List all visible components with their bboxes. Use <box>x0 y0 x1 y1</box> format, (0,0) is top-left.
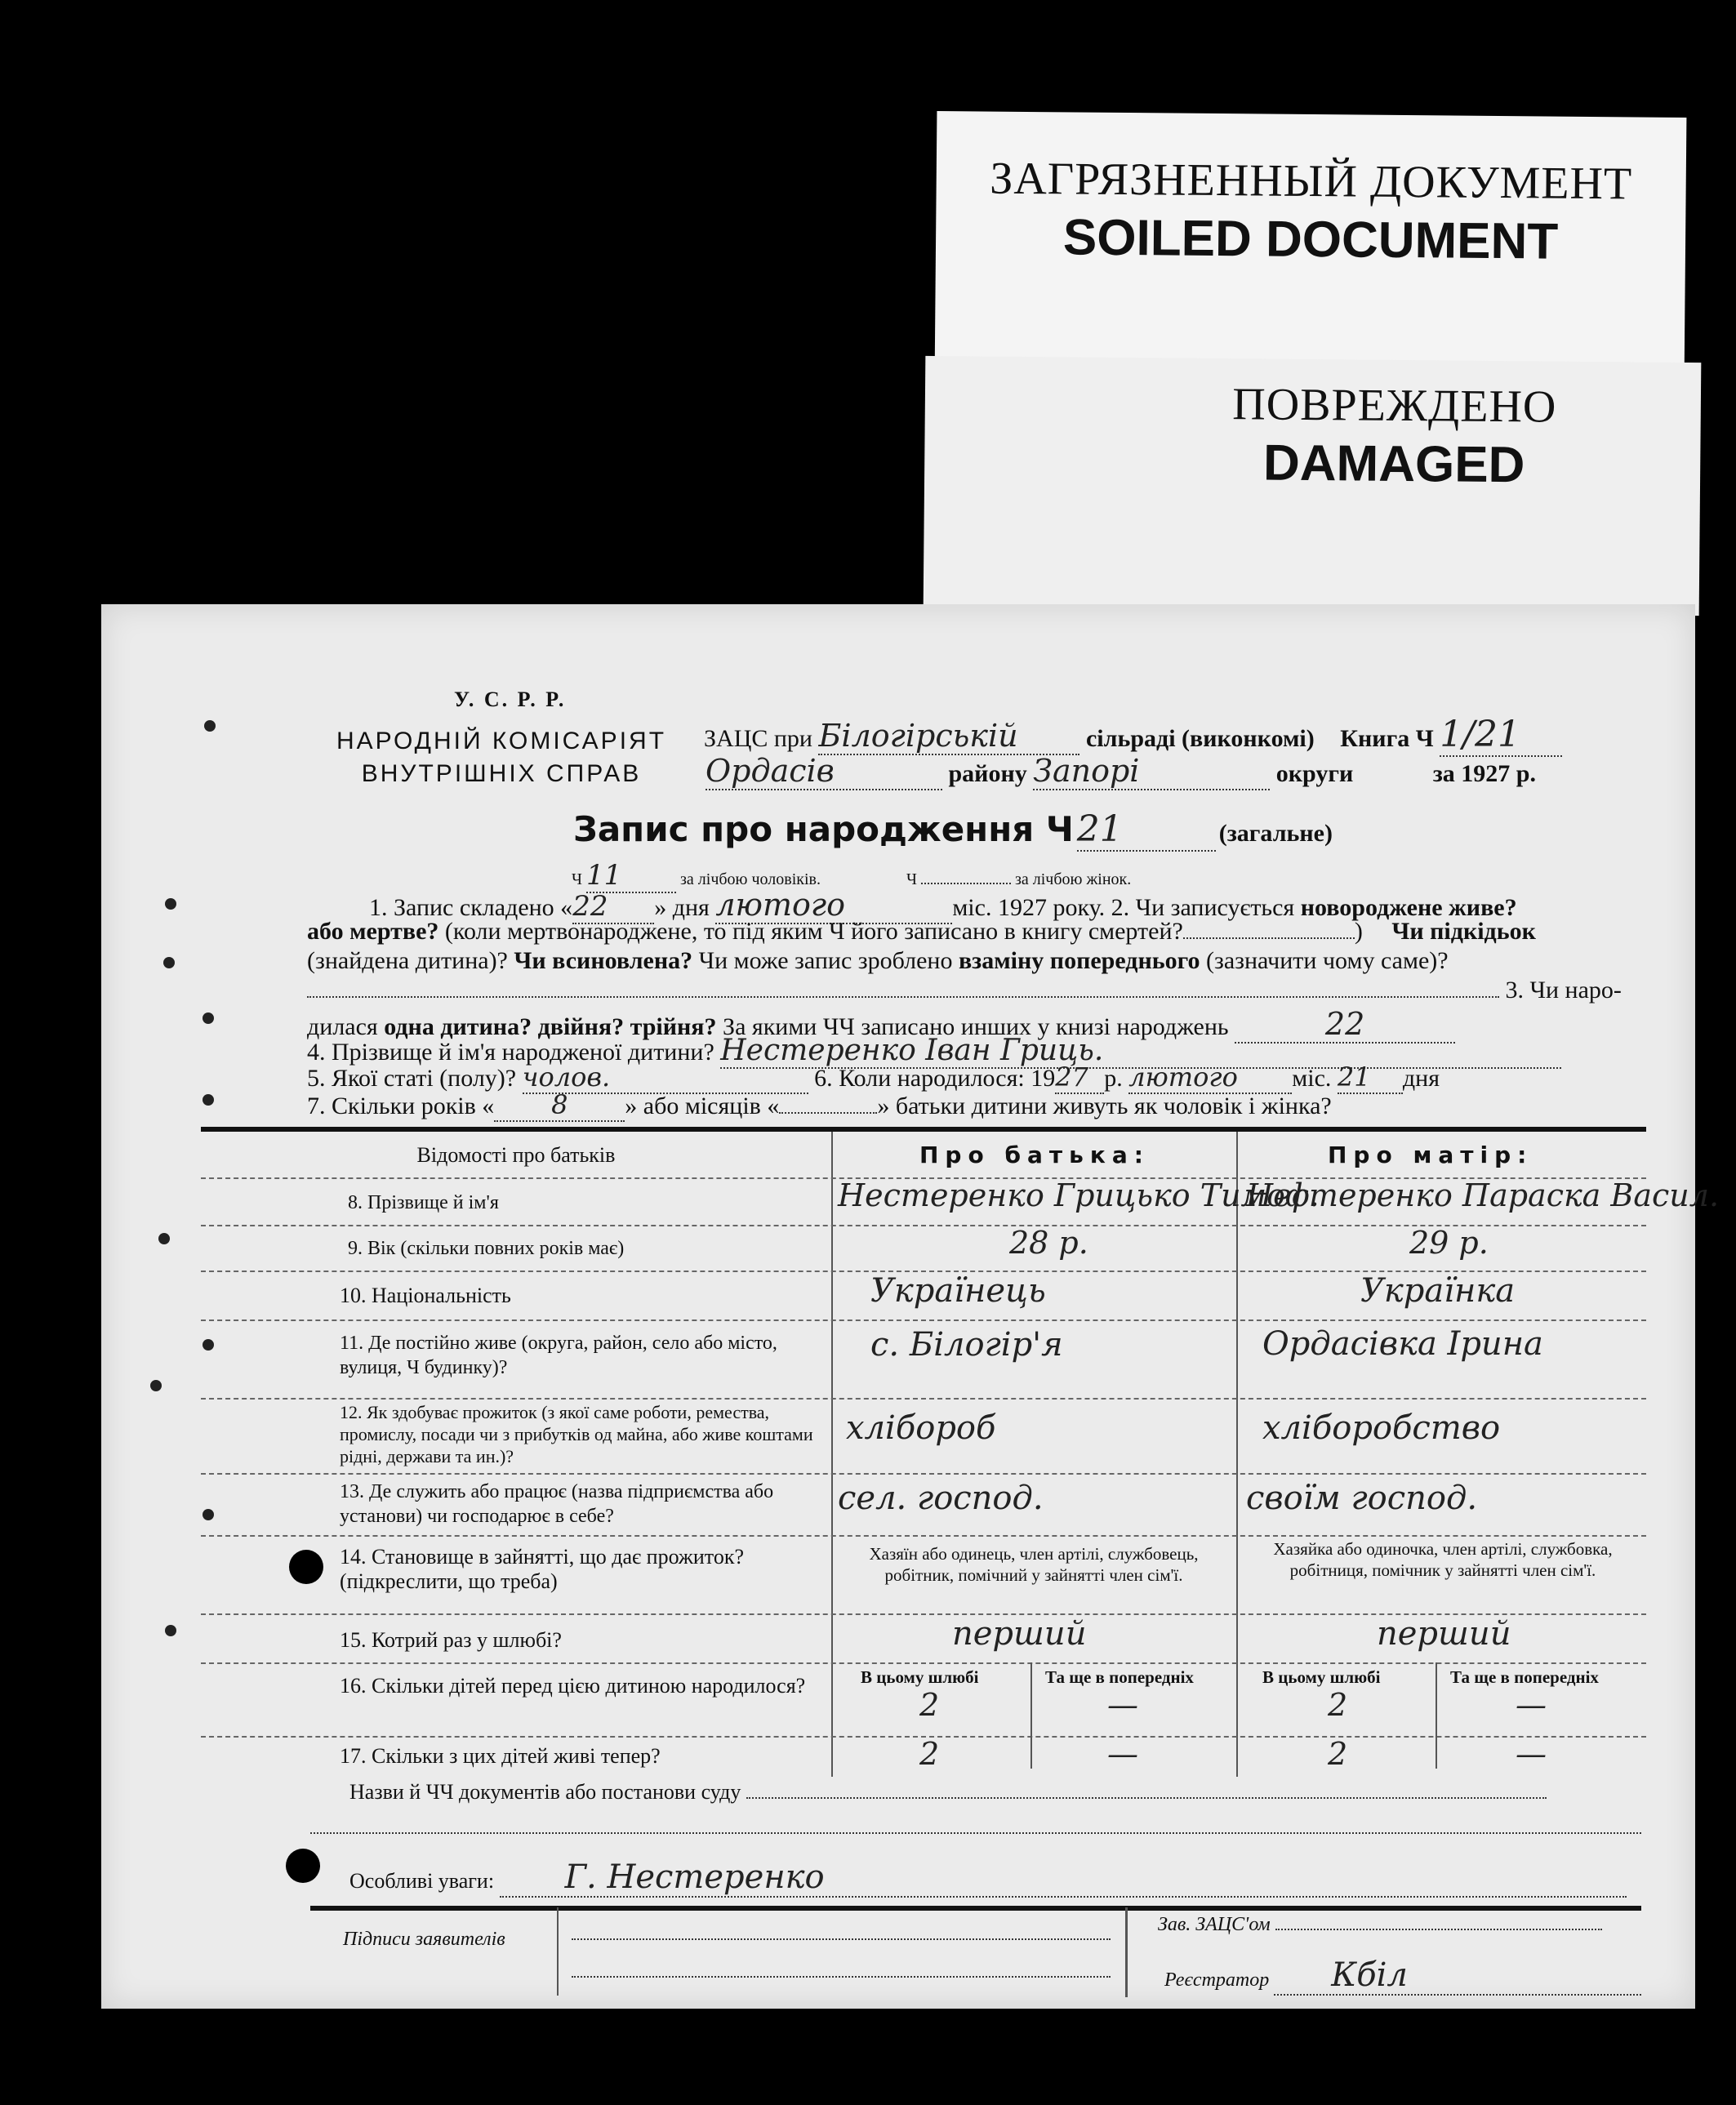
title-zagalne: (загальне) <box>1218 820 1333 847</box>
l8-years-hand: 8 <box>494 1089 625 1122</box>
row-question: 12. Як здобуває прожиток (з якої саме роботи, ремества, промислу, посади чи з прибутків од майна, або живе коштами рідні, держави та ин.)? <box>340 1402 813 1466</box>
l3-c: Чи може запис зроблено <box>698 947 953 974</box>
table-header-row <box>201 1132 1646 1179</box>
l2-blank <box>1183 937 1355 939</box>
father-value: с. Білогір'я <box>870 1326 1063 1364</box>
mother-value: 29 р. <box>1409 1225 1489 1261</box>
row-question: 9. Вік (скільки повних років має) <box>348 1238 625 1259</box>
silradi-label: сільраді (виконкомі) <box>1085 725 1315 752</box>
l5-d: трійня? <box>630 1013 717 1040</box>
table-row <box>201 1473 1646 1537</box>
documents-blank <box>746 1797 1547 1799</box>
father-value: Нестеренко Грицько Тимоф. <box>838 1177 1320 1213</box>
documents-line <box>349 1780 1547 1805</box>
signature-box-left <box>557 1907 559 1996</box>
table-row <box>201 1535 1646 1615</box>
table-row <box>201 1177 1720 1226</box>
l7-month-hand: лютого <box>1128 1061 1292 1094</box>
knyha-hand: 1/21 <box>1440 714 1562 757</box>
l5-b: одна дитина? <box>384 1013 532 1040</box>
table-row <box>201 1736 1646 1777</box>
signature-blank <box>572 1938 1111 1940</box>
zav-line <box>1158 1914 1602 1936</box>
table-row <box>201 1225 1646 1272</box>
row-question: 10. Національність <box>340 1284 511 1307</box>
signature-blank <box>572 1976 1111 1978</box>
l1-a: 1. Запис складено « <box>369 894 573 921</box>
l7-b: 6. Коли народилося: 19 <box>814 1065 1056 1092</box>
l2-c: ) <box>1354 918 1363 945</box>
count-women-label: за лічбою жінок. <box>1014 870 1132 888</box>
table-row <box>201 1662 1646 1738</box>
l7-year-hand: 27 <box>1055 1061 1104 1094</box>
count-men-hand: 11 <box>586 859 676 893</box>
subhead-this-marriage-father: В цьому шлюбі <box>861 1667 979 1687</box>
soiled-document-label <box>935 111 1687 387</box>
raionu-label: району <box>948 760 1027 787</box>
l8-months-blank <box>779 1112 877 1114</box>
table-row <box>201 1320 1646 1400</box>
l1-b: » дня <box>654 894 710 921</box>
father-value: Українець <box>870 1272 1046 1310</box>
subhead-previous-father: Та ще в попередніх <box>1045 1667 1194 1687</box>
punch-dot <box>158 1233 170 1244</box>
raion-hand: Ордасів <box>706 753 942 790</box>
father-alive-this: 2 <box>919 1736 940 1772</box>
zags-hand: Білогірській <box>818 718 1079 755</box>
count-men-label: за лічбою чоловіків. <box>680 870 821 888</box>
zags-label: ЗАЦС при <box>704 725 812 752</box>
punch-dot <box>163 957 175 968</box>
father-value: хлібороб <box>846 1409 996 1447</box>
table-row <box>201 1398 1646 1475</box>
registrar-line <box>1164 1956 1641 1996</box>
ministry-line-2: ВНУТРІШНІХ СПРАВ <box>361 760 642 787</box>
subhead-previous-mother: Та ще в попередніх <box>1450 1667 1599 1687</box>
l8-c: » батьки дитини живуть як чоловік і жінка? <box>877 1093 1332 1119</box>
zav-label: Зав. ЗАЦС'ом <box>1158 1914 1271 1935</box>
parents-table <box>201 1127 1720 1777</box>
okruha-hand: Запорі <box>1033 753 1270 790</box>
father-children-prev: — <box>1107 1687 1138 1723</box>
signature-box-right <box>1125 1907 1128 1997</box>
damaged-label-ru: ПОВРЕЖДЕНО <box>1232 379 1557 433</box>
l4-a: 3. Чи наро- <box>1505 977 1622 1004</box>
count-women-blank <box>921 883 1011 884</box>
punch-dot <box>204 720 216 732</box>
body-line-4 <box>307 977 1622 1004</box>
l7-e: дня <box>1402 1065 1440 1092</box>
okruhy-label: округи <box>1275 760 1354 787</box>
father-value: 28 р. <box>1009 1225 1088 1261</box>
l7-a: 5. Якої статі (полу)? <box>307 1065 517 1092</box>
l2-d: Чи підкідьок <box>1391 918 1536 945</box>
body-line-3 <box>307 947 1449 975</box>
mother-children-prev: — <box>1516 1687 1547 1723</box>
mother-value: хліборобство <box>1262 1409 1501 1447</box>
zags-line <box>704 714 1562 757</box>
signatures-label: Підписи заявителів <box>343 1929 505 1950</box>
table-row <box>201 1271 1646 1321</box>
footer-rule <box>310 1906 1641 1911</box>
title-number-hand: 21 <box>1077 808 1216 852</box>
head-father: Про батька: <box>919 1142 1150 1168</box>
count-women-prefix: Ч <box>906 870 917 888</box>
l1-d: новороджене живе? <box>1300 894 1517 921</box>
l3-e: (зазначити чому саме)? <box>1205 947 1449 974</box>
damaged-label-en: DAMAGED <box>1262 434 1525 494</box>
row-question: 13. Де служить або працює (назва підприємства або установи) чи господарює в себе? <box>340 1481 774 1527</box>
punch-dot <box>150 1380 162 1391</box>
row-question: 16. Скільки дітей перед цією дитиною народилося? <box>340 1674 806 1698</box>
ussr-header: У. С. Р. Р. <box>454 688 567 711</box>
documents-blank-line <box>310 1832 1641 1834</box>
notes-hand: Г. Нестеренко <box>500 1858 1627 1898</box>
l4-blank <box>307 996 1499 998</box>
notes-line <box>349 1858 1627 1898</box>
year-label: за 1927 р. <box>1432 760 1536 787</box>
ministry-header <box>314 725 689 790</box>
body-line-2 <box>307 918 1536 946</box>
father-alive-prev: — <box>1107 1736 1138 1772</box>
l1-c: міс. 1927 року. 2. Чи записується <box>952 894 1295 921</box>
damaged-document-label <box>924 356 1702 616</box>
l6-hand: Нестеренко Іван Гриць. <box>720 1034 1561 1069</box>
punch-hole <box>286 1849 320 1883</box>
ministry-line-1: НАРОДНІЙ КОМІСАРІЯТ <box>336 728 667 754</box>
punch-dot <box>203 1094 214 1106</box>
record-title <box>573 808 1333 852</box>
father-children-this: 2 <box>919 1687 940 1723</box>
punch-dot <box>203 1012 214 1024</box>
soiled-label-en: SOILED DOCUMENT <box>1062 209 1559 270</box>
row-question: 11. Де постійно живе (округа, район, село або місто, вулиця, Ч будинку)? <box>340 1333 777 1378</box>
row-question: 8. Прізвище й ім'я <box>348 1192 499 1213</box>
l7-c: р. <box>1104 1065 1123 1092</box>
l3-a: (знайдена дитина)? <box>307 947 508 974</box>
mother-alive-this: 2 <box>1328 1736 1348 1772</box>
punch-dot <box>165 1625 176 1636</box>
mother-value: перший <box>1377 1615 1511 1653</box>
father-options: Хазяїн або одинець, член артілі, службовець, робітник, помічний у зайнятті член сім'ї. <box>869 1544 1199 1585</box>
mother-value: Ордасівка Ірина <box>1262 1325 1543 1363</box>
soiled-label-ru: ЗАГРЯЗНЕННЫЙ ДОКУМЕНТ <box>990 153 1633 210</box>
punch-dot <box>165 898 176 910</box>
raion-line <box>706 753 1536 790</box>
mother-value: Українка <box>1360 1272 1516 1310</box>
l5-e: За якими ЧЧ записано инших у книзі народжень <box>723 1013 1229 1040</box>
title-main: Запис про народження Ч <box>573 809 1074 849</box>
head-mother: Про матір: <box>1328 1142 1533 1168</box>
table-row <box>201 1613 1646 1664</box>
l7-sex-hand: чолов. <box>523 1061 808 1094</box>
mother-options: Хазяйка або одиночка, член артілі, службовка, робітниця, помічник у зайнятті член сім'ї. <box>1273 1539 1613 1580</box>
mother-value: Нестеренко Параска Васил. <box>1246 1177 1720 1213</box>
l5-a: дилася <box>307 1013 378 1040</box>
row-question: 17. Скільки з цих дітей живі тепер? <box>340 1744 661 1768</box>
father-value: перший <box>952 1615 1087 1653</box>
l8-b: » або місяців « <box>625 1093 780 1119</box>
row-question: 14. Становище в зайнятті, що дає прожиток? (підкреслити, що треба) <box>340 1545 744 1593</box>
l5-c: двійня? <box>537 1013 625 1040</box>
l2-a: або мертве? <box>307 918 439 945</box>
subhead-this-marriage-mother: В цьому шлюбі <box>1262 1667 1381 1687</box>
registrar-signature: Кбіл <box>1274 1956 1641 1996</box>
registrar-label: Реєстратор <box>1164 1969 1270 1991</box>
body-line-8 <box>307 1089 1332 1122</box>
l1-month-hand: лютого <box>715 887 952 924</box>
l1-day-hand: 22 <box>572 890 654 924</box>
mother-value: своїм господ. <box>1246 1480 1478 1517</box>
row-question: 15. Котрий раз у шлюбі? <box>340 1628 562 1652</box>
l3-d: взаміну попереднього <box>958 947 1200 974</box>
father-value: сел. господ. <box>838 1480 1044 1517</box>
zav-blank <box>1275 1929 1602 1930</box>
notes-label: Особливі уваги: <box>349 1869 495 1893</box>
knyha-label: Книга Ч <box>1340 725 1434 752</box>
l5-hand: 22 <box>1235 1006 1455 1044</box>
l6-a: 4. Прізвище й ім'я народженої дитини? <box>307 1039 714 1066</box>
count-men-prefix: Ч <box>572 870 582 888</box>
l7-d: міс. <box>1292 1065 1332 1092</box>
l3-b: Чи всиновлена? <box>514 947 693 974</box>
l7-day-hand: 21 <box>1338 1061 1403 1094</box>
l8-a: 7. Скільки років « <box>307 1093 495 1119</box>
mother-children-this: 2 <box>1328 1687 1348 1723</box>
mother-alive-prev: — <box>1516 1736 1547 1772</box>
documents-label: Назви й ЧЧ документів або постанови суду <box>349 1780 741 1804</box>
l2-b: (коли мертвонароджене, то під яким Ч його записано в книгу смертей? <box>444 918 1183 945</box>
head-question: Відомості про батьків <box>416 1143 616 1167</box>
